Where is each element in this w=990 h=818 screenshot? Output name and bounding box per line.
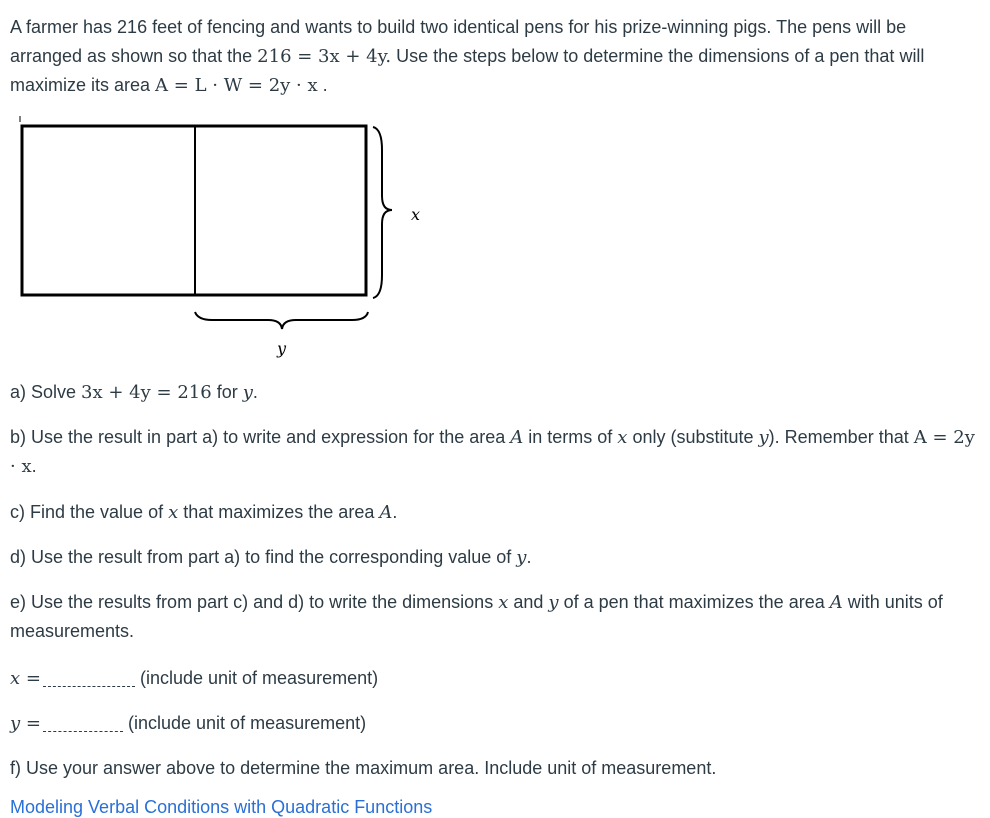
fence-equation: 216 = 3x + 4y. bbox=[257, 46, 392, 67]
answer-y-blank[interactable] bbox=[43, 730, 123, 732]
part-a: a) Solve 3x + 4y = 216 for y. bbox=[10, 382, 258, 403]
answer-y-note: (include unit of measurement) bbox=[128, 713, 367, 733]
answer-x-label: x = bbox=[10, 668, 41, 689]
problem-intro: A farmer has 216 feet of fencing and wants to build two identical pens for his prize-winning pigs. The pens will be arranged as shown so that the 216 = 3x + 4y. Use the steps below to determine the dimensions of a pen that will maximize its area A = L · W = 2y · x . bbox=[10, 17, 925, 96]
part-d: d) Use the result from part a) to find the corresponding value of y. bbox=[10, 547, 532, 568]
part-e: e) Use the results from part c) and d) to write the dimensions x and y of a pen that maximizes the area A with units of measurements. bbox=[10, 592, 943, 641]
answer-x-blank[interactable] bbox=[43, 685, 135, 687]
answer-y-label: y = bbox=[10, 713, 41, 734]
answer-x-row bbox=[10, 664, 378, 693]
area-equation: A = L · W = 2y · x bbox=[155, 75, 318, 96]
answer-y-row bbox=[10, 709, 366, 738]
x-label: x bbox=[411, 205, 421, 224]
footer-link[interactable]: Modeling Verbal Conditions with Quadratic Functions bbox=[10, 797, 433, 817]
part-b: b) Use the result in part a) to write and expression for the area A in terms of x only (substitute y). Remember that A = 2y · x. bbox=[10, 427, 975, 477]
x-brace bbox=[373, 127, 392, 298]
part-f: f) Use your answer above to determine the maximum area. Include unit of measurement. bbox=[10, 758, 717, 778]
answer-x-note: (include unit of measurement) bbox=[139, 668, 379, 688]
part-c: c) Find the value of x that maximizes the area A. bbox=[10, 502, 398, 523]
y-label: y bbox=[277, 339, 287, 358]
y-brace bbox=[195, 312, 368, 329]
